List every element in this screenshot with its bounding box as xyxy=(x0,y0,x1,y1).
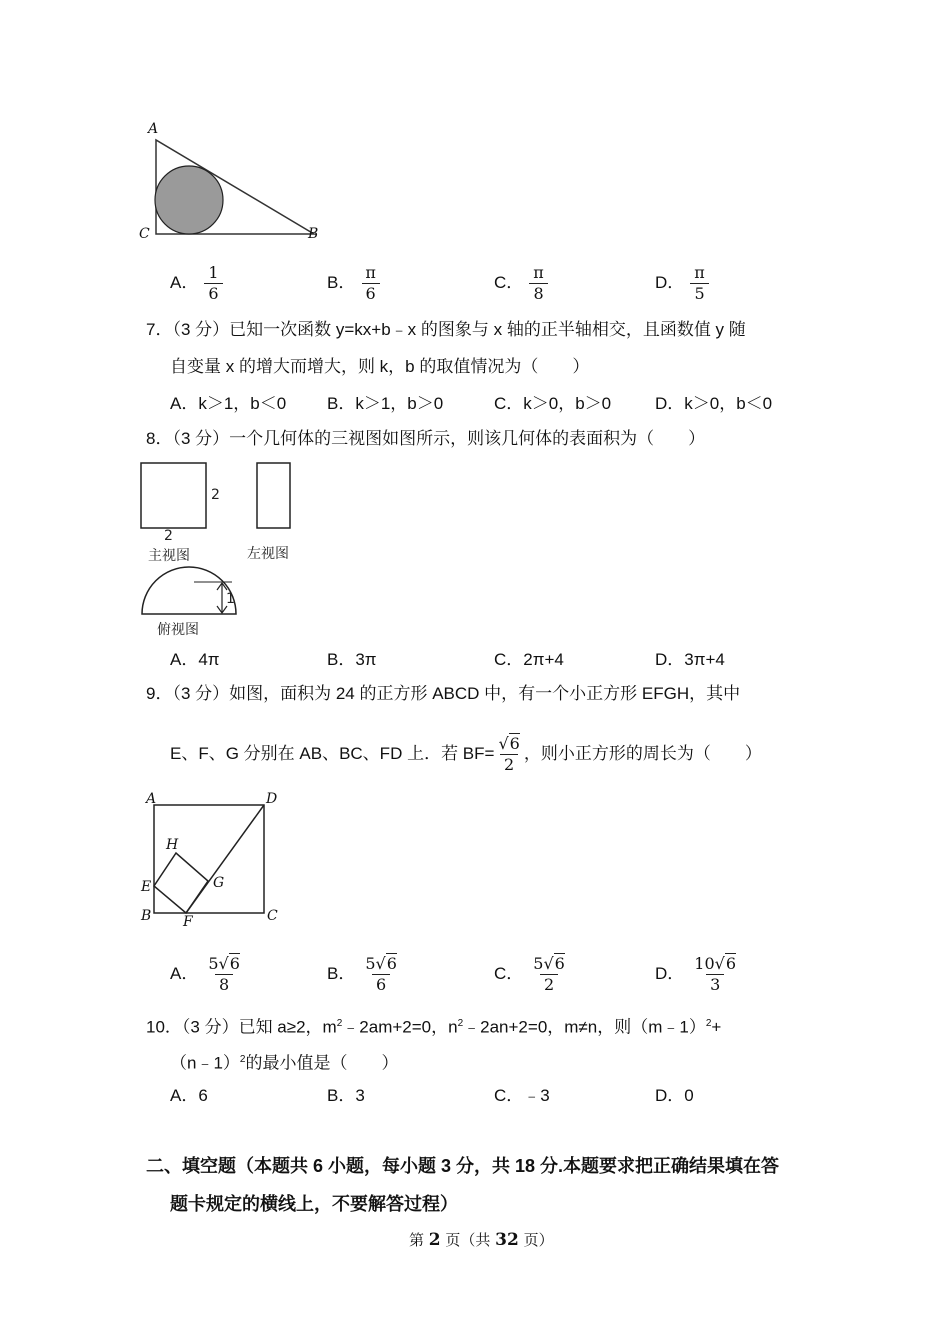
q6-option-c: C． $\frac{\pi}{8}$ xyxy=(494,263,548,304)
q8-option-b: B．3π xyxy=(327,650,377,669)
dim-label-2-bottom: 2 xyxy=(164,528,173,544)
q7-option-a: A．k＞1，b＜0 xyxy=(170,394,287,413)
q9-option-d: D． $\frac{10√6}{3}$ xyxy=(655,954,740,995)
fraction: $\frac{5√6}{2}$ xyxy=(533,954,565,994)
q7-stem-line1: 7．（3 分）已知一次函数 y=kx+b﹣x 的图象与 x 轴的正半轴相交，且函数值 y 随 xyxy=(146,320,746,339)
q10-option-a: A．6 xyxy=(170,1086,208,1105)
side-view-caption: 左视图 xyxy=(247,546,289,562)
label-g: G xyxy=(213,875,225,891)
label-b: B xyxy=(141,908,152,924)
q7-option-d: D．k＞0，b＜0 xyxy=(655,394,773,413)
square-abcd-figure xyxy=(138,790,288,930)
q9-option-a: A． $\frac{5√6}{8}$ xyxy=(170,954,244,995)
fraction: $\frac{5√6}{6}$ xyxy=(365,954,397,994)
q7-stem-line2: 自变量 x 的增大而增大，则 k，b 的取值情况为（ ） xyxy=(170,357,590,376)
bf-fraction: $\frac{√6}{2}$ xyxy=(498,734,520,775)
q9-option-b: B． $\frac{5√6}{6}$ xyxy=(327,954,401,995)
page-footer: 第 2 页（共 32 页） xyxy=(409,1230,554,1250)
fraction: $\frac{\pi}{5}$ xyxy=(690,263,709,304)
q7-option-b: B．k＞1，b＞0 xyxy=(327,394,444,413)
q10-option-b: B．3 xyxy=(327,1086,365,1105)
label-e: E xyxy=(141,879,152,895)
q9-option-c: C． $\frac{5√6}{2}$ xyxy=(494,954,569,995)
fraction: $\frac{10√6}{3}$ xyxy=(694,954,737,994)
page-total: 32 xyxy=(495,1230,519,1250)
label-h: H xyxy=(166,837,179,853)
dim-label-1: 1 xyxy=(226,591,235,607)
side-view-rect xyxy=(257,463,290,528)
q10-stem-line2: （n﹣1）$^2$的最小值是（ ） xyxy=(170,1053,399,1073)
label-d: D xyxy=(266,791,278,807)
label-b: B xyxy=(308,226,319,242)
dim-label-2-right: 2 xyxy=(211,487,220,503)
top-view-caption: 俯视图 xyxy=(157,622,199,638)
inscribed-circle xyxy=(155,166,223,234)
q6-option-d: D． $\frac{\pi}{5}$ xyxy=(655,263,709,304)
front-view-caption: 主视图 xyxy=(148,548,190,564)
label-f: F xyxy=(183,914,193,930)
label-c: C xyxy=(267,908,278,924)
label-a: A xyxy=(146,791,157,807)
square-abcd xyxy=(154,805,264,913)
q9-stem-line1: 9．（3 分）如图，面积为 24 的正方形 ABCD 中，有一个小正方形 EFGH，其中 xyxy=(146,684,741,703)
q10-option-c: C．﹣3 xyxy=(494,1086,550,1105)
fraction: $\frac{5√6}{8}$ xyxy=(208,954,240,994)
q6-option-a: A． $\frac{1}{6}$ xyxy=(170,263,223,304)
q8-option-c: C．2π+4 xyxy=(494,650,564,669)
fraction: $\frac{1}{6}$ xyxy=(204,263,222,304)
q6-option-b: B． $\frac{\pi}{6}$ xyxy=(327,263,380,304)
triangle-inscribed-circle-figure xyxy=(136,118,326,248)
fraction: $\frac{\pi}{6}$ xyxy=(361,263,380,304)
label-a: A xyxy=(148,121,159,137)
page-number: 2 xyxy=(428,1230,441,1250)
section-heading-line1: 二、填空题（本题共 6 小题，每小题 3 分，共 18 分.本题要求把正确结果填在答 xyxy=(146,1156,780,1176)
label-c: C xyxy=(139,226,150,242)
q10-option-d: D．0 xyxy=(655,1086,694,1105)
q8-option-d: D．3π+4 xyxy=(655,650,725,669)
front-view-square xyxy=(141,463,206,528)
section-heading-line2: 题卡规定的横线上，不要解答过程） xyxy=(170,1194,458,1214)
square-efgh xyxy=(154,853,208,913)
q7-option-c: C．k＞0，b＞0 xyxy=(494,394,612,413)
q10-stem-line1: 10．（3 分）已知 a≥2，$m^2﹣2am+2=0$，$n^2﹣2an+2=0$，m≠n，则（m﹣1）$^2$+ xyxy=(146,1017,722,1037)
q9-stem-line2: E、F、G 分别在 AB、BC、FD 上．若 BF= $\frac{√6}{2}$ ，则小正方形的周长为（ ） xyxy=(170,734,762,775)
q8-option-a: A．4π xyxy=(170,650,220,669)
q8-stem: 8．（3 分）一个几何体的三视图如图所示，则该几何体的表面积为（ ） xyxy=(146,429,706,448)
fraction: $\frac{\pi}{8}$ xyxy=(529,263,548,304)
